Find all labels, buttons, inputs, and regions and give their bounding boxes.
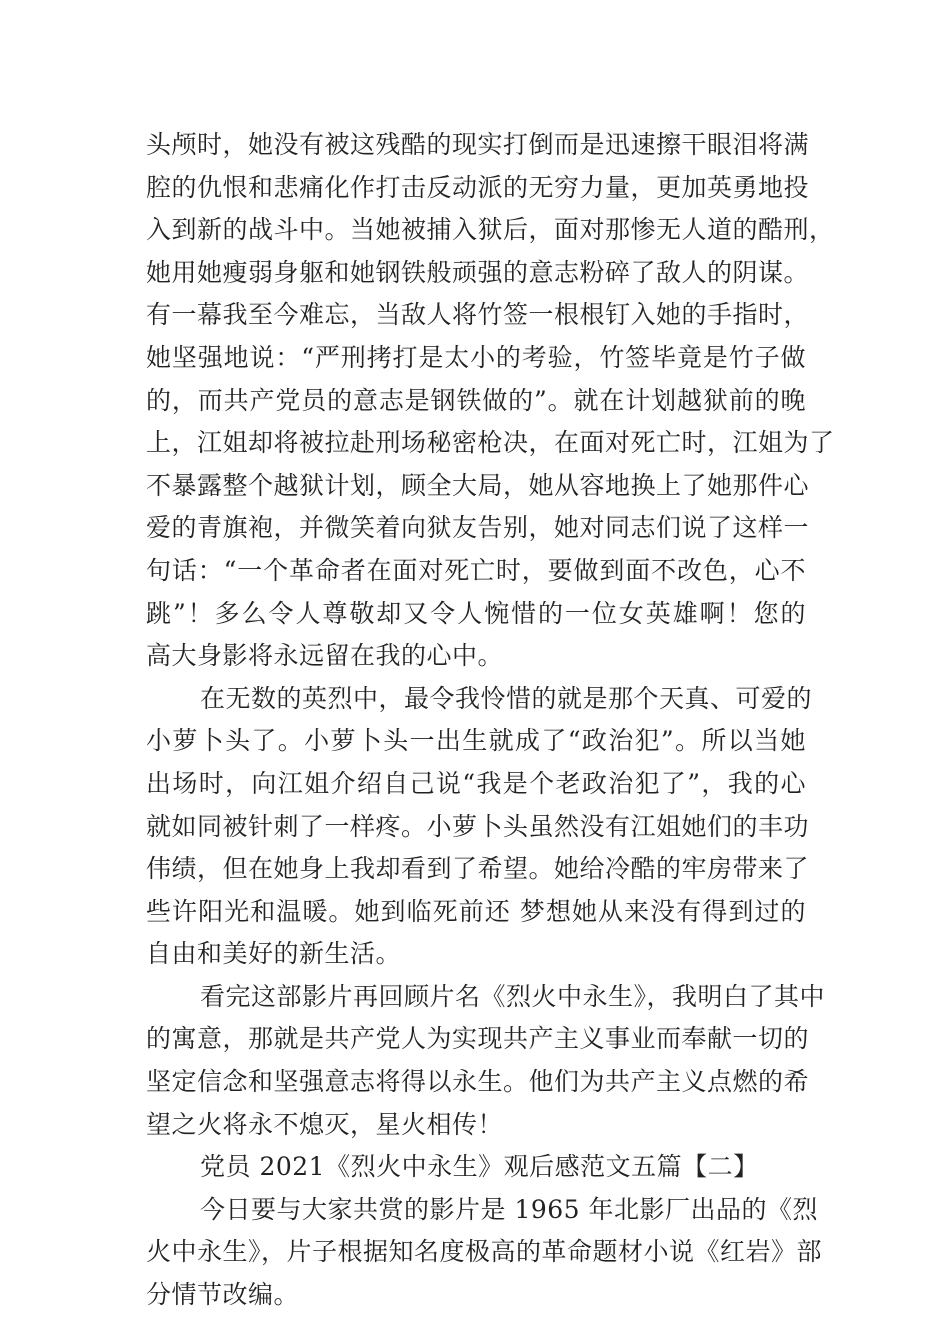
paragraph (146, 976, 826, 1146)
text-line: 分情节改编。 (146, 1280, 300, 1310)
text-line: 的，而共产党员的意志是钢铁做的”。就在计划越狱前的晚 (146, 385, 806, 415)
text-line: 自由和美好的新生活。 (146, 939, 402, 969)
section-heading: 党员 2021《烈火中永生》观后感范文五篇【二】 (200, 1152, 759, 1182)
text-line: 的寓意，那就是共产党人为实现共产主义事业而奉献一切的 (146, 1024, 810, 1054)
text-line: 不暴露整个越狱计划，顾全大局，她从容地换上了她那件心 (146, 470, 810, 500)
text-line: 今日要与大家共赏的影片是 1965 年北影厂出品的《烈 (200, 1194, 819, 1224)
text-line: 头颅时，她没有被这残酷的现实打倒而是迅速擦干眼泪将满 (146, 130, 810, 159)
text-line: 望之火将永不熄灭，星火相传！ (146, 1109, 504, 1139)
text-line: 高大身影将永远留在我的心中。 (146, 641, 504, 671)
paragraph (146, 678, 813, 976)
text-line: 句话：“一个革命者在面对死亡时，要做到面不改色，心不 (146, 555, 806, 585)
text-line: 上，江姐却将被拉赴刑场秘密枪决，在面对死亡时，江姐为了 (146, 428, 835, 458)
text-line: 跳”！多么令人尊敬却又令人惋惜的一位女英雄啊！您的 (146, 598, 806, 628)
paragraph (146, 1189, 823, 1317)
text-line: 伟绩，但在她身上我却看到了希望。她给冷酷的牢房带来了 (146, 854, 810, 884)
text-line: 看完这部影片再回顾片名《烈火中永生》，我明白了其中 (200, 981, 826, 1011)
text-line: 出场时，向江姐介绍自己说“我是个老政治犯了”，我的心 (146, 768, 806, 798)
text-line: 火中永生》，片子根据知名度极高的革命题材小说《红岩》部 (146, 1237, 823, 1267)
text-line: 些许阳光和温暖。她到临死前还 梦想她从来没有得到过的 (146, 896, 806, 926)
text-line: 她坚强地说：“严刑拷打是太小的考验，竹签毕竟是竹子做 (146, 342, 806, 372)
text-line: 小萝卜头了。小萝卜头一出生就成了“政治犯”。所以当她 (146, 726, 806, 756)
text-line: 在无数的英烈中，最令我怜惜的就是那个天真、可爱的 (200, 683, 813, 713)
text-line: 有一幕我至今难忘，当敌人将竹签一根根钉入她的手指时， (146, 300, 810, 330)
paragraph-continued (146, 124, 835, 678)
text-line: 入到新的战斗中。当她被捕入狱后，面对那惨无人道的酷刑， (146, 215, 835, 245)
text-line: 爱的青旗袍，并微笑着向狱友告别，她对同志们说了这样一 (146, 513, 810, 543)
text-line: 她用她瘦弱身躯和她钢铁般顽强的意志粉碎了敌人的阴谋。 (146, 257, 810, 287)
text-line: 腔的仇恨和悲痛化作打击反动派的无穷力量，更加英勇地投 (146, 172, 810, 202)
text-line: 就如同被针刺了一样疼。小萝卜头虽然没有江姐她们的丰功 (146, 811, 810, 841)
text-line: 坚定信念和坚强意志将得以永生。他们为共产主义点燃的希 (146, 1067, 810, 1097)
document-body (146, 124, 835, 1317)
